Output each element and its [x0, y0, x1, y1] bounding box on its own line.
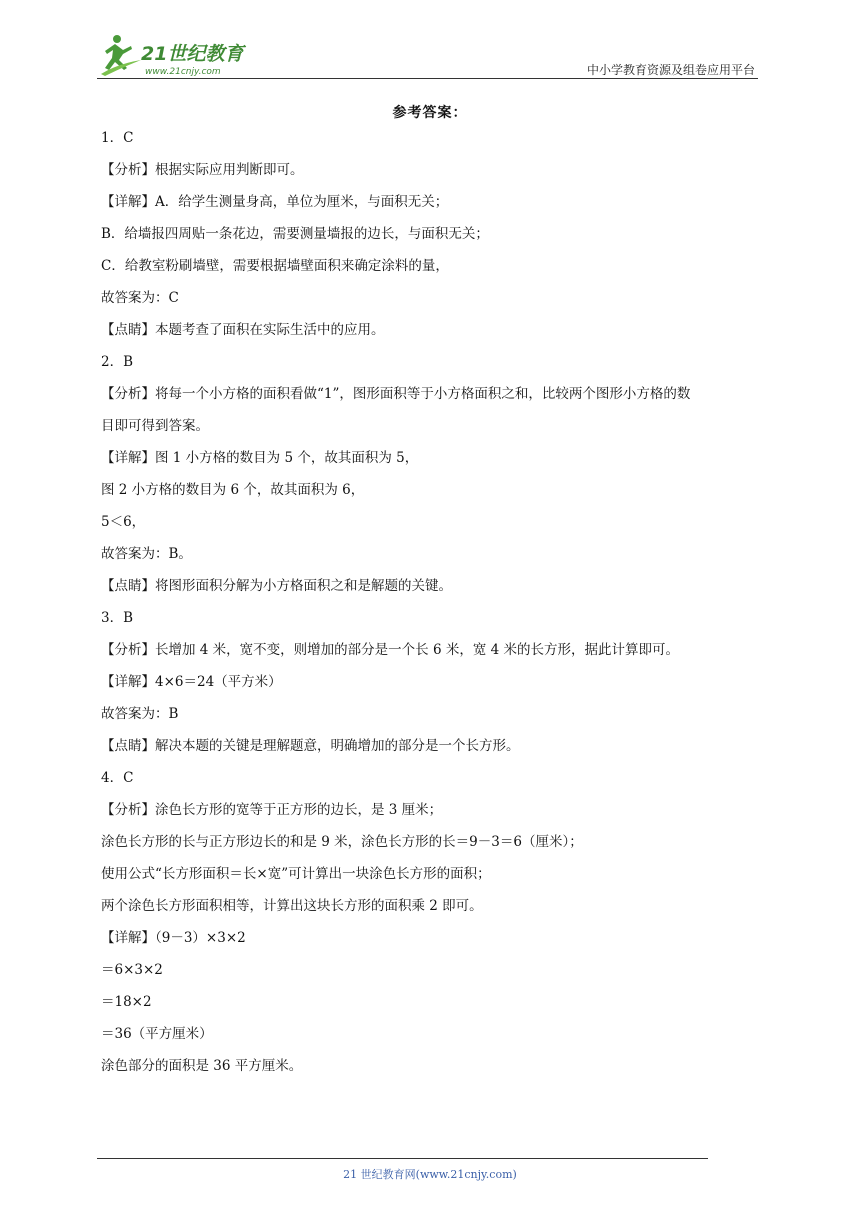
- answer-line: 使用公式“长方形面积＝长×宽”可计算出一块涂色长方形的面积；: [101, 866, 491, 882]
- answer-line: B．给墙报四周贴一条花边，需要测量墙报的边长，与面积无关；: [101, 226, 489, 242]
- answer-line: 1．C: [101, 130, 134, 146]
- answer-line: 故答案为：B。: [101, 546, 192, 562]
- header-divider: [97, 78, 758, 79]
- answer-line: 目即可得到答案。: [101, 418, 209, 434]
- answer-line: 【详解】（9－3）×3×2: [101, 930, 246, 946]
- logo-text: 21世纪教育: [141, 43, 244, 65]
- answer-line: 【分析】根据实际应用判断即可。: [101, 162, 304, 178]
- runner-icon: [101, 35, 141, 76]
- answer-line: ＝6×3×2: [101, 962, 163, 978]
- page-header: [97, 30, 757, 80]
- answer-line: 【点睛】解决本题的关键是理解题意，明确增加的部分是一个长方形。: [101, 738, 520, 754]
- answer-line: ＝36（平方厘米）: [101, 1026, 213, 1042]
- answer-line: 两个涂色长方形面积相等，计算出这块长方形的面积乘 2 即可。: [101, 898, 483, 914]
- answer-line: 4．C: [101, 770, 134, 786]
- answer-line: 【点睛】将图形面积分解为小方格面积之和是解题的关键。: [101, 578, 452, 594]
- footer-divider: [97, 1158, 708, 1159]
- page-footer: 21 世纪教育网(www.21cnjy.com): [343, 1168, 517, 1181]
- answer-line: ＝18×2: [101, 994, 152, 1010]
- answer-line: 5＜6，: [101, 514, 146, 530]
- logo-url: www.21cnjy.com: [145, 67, 221, 77]
- answer-line: 【分析】长增加 4 米，宽不变，则增加的部分是一个长 6 米，宽 4 米的长方形，据此计算即可。: [101, 642, 680, 658]
- answer-line: 2．B: [101, 354, 134, 370]
- answer-line: 故答案为：C: [101, 290, 179, 306]
- answer-line: 3．B: [101, 610, 134, 626]
- logo: [97, 30, 257, 78]
- answer-line: 故答案为：B: [101, 706, 179, 722]
- platform-name: 中小学教育资源及组卷应用平台: [586, 63, 755, 77]
- answer-line: 图 2 小方格的数目为 6 个，故其面积为 6，: [101, 482, 365, 498]
- answer-line: 【详解】A．给学生测量身高，单位为厘米，与面积无关；: [101, 194, 449, 210]
- answer-content: [101, 128, 761, 1076]
- answer-line: 涂色部分的面积是 36 平方厘米。: [101, 1058, 303, 1074]
- answer-line: 涂色长方形的长与正方形边长的和是 9 米，涂色长方形的长＝9－3＝6（厘米）；: [101, 834, 583, 850]
- answer-line: 【分析】涂色长方形的宽等于正方形的边长，是 3 厘米；: [101, 802, 443, 818]
- answer-line: 【详解】4×6＝24（平方米）: [101, 674, 282, 690]
- answer-line: C．给教室粉刷墙壁，需要根据墙壁面积来确定涂料的量，: [101, 258, 449, 274]
- answer-line: 【点睛】本题考查了面积在实际生活中的应用。: [101, 322, 385, 338]
- answer-line: 【详解】图 1 小方格的数目为 5 个，故其面积为 5，: [101, 450, 419, 466]
- answer-line: 【分析】将每一个小方格的面积看做“1”，图形面积等于小方格面积之和，比较两个图形小方格的数: [101, 386, 691, 402]
- page-title: 参考答案：: [392, 105, 468, 121]
